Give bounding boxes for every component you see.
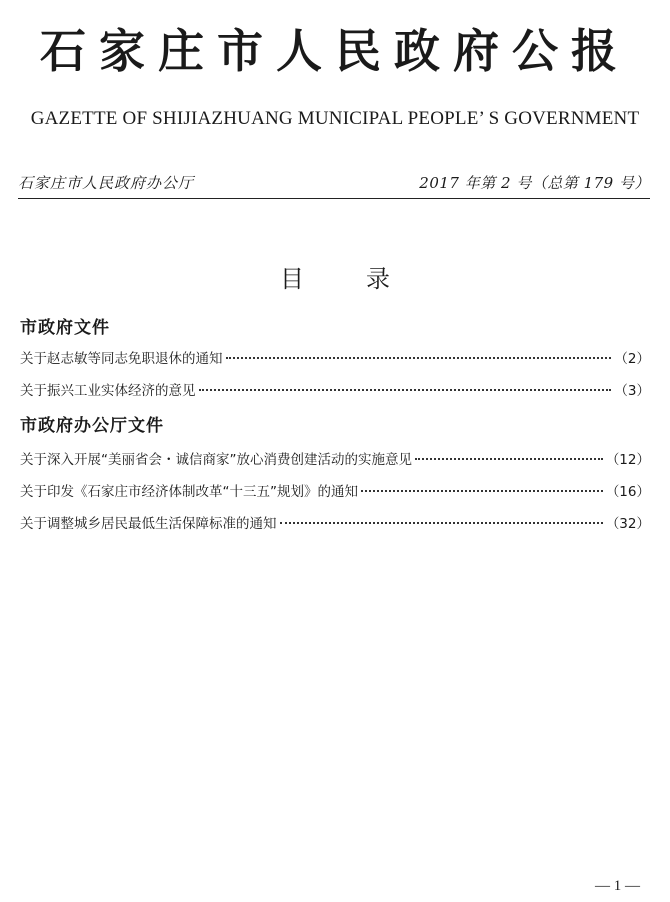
toc-entry[interactable] [20,513,650,535]
section-title: 市政府文件 [20,318,110,338]
dot-leader [415,458,603,460]
toc-entry-page: （12） [605,452,650,468]
toc-entry-title: 关于深入开展“美丽省会・诚信商家”放心消费创建活动的实施意见 [20,452,412,468]
toc-entry-page: （32） [605,516,650,532]
toc-entry-title: 关于印发《石家庄市经济体制改革“十三五”规划》的通知 [20,484,358,500]
toc-entry-page: （2） [614,351,650,367]
toc-heading [0,263,670,295]
dot-leader [280,522,603,524]
toc-entry-title: 关于赵志敏等同志免职退休的通知 [20,351,223,367]
toc-heading-char: 目 [280,265,304,293]
masthead-title: 石家庄市人民政府公报 [40,24,630,78]
dot-leader [226,357,612,359]
toc-entry[interactable] [20,380,650,402]
section-title: 市政府办公厅文件 [20,416,164,436]
toc-entry[interactable] [20,348,650,370]
page-number: — 1 — [595,878,640,894]
masthead-english-title: GAZETTE OF SHIJIAZHUANG MUNICIPAL PEOPLE’ S GOVERNMENT [30,108,640,129]
toc-entry-page: （3） [614,383,650,399]
toc-entry[interactable] [20,481,650,503]
toc-entry-title: 关于调整城乡居民最低生活保障标准的通知 [20,516,277,532]
toc-entry-title: 关于振兴工业实体经济的意见 [20,383,196,399]
header-divider [18,198,650,199]
toc-entry-page: （16） [605,484,650,500]
dot-leader [199,389,612,391]
toc-entry[interactable] [20,449,650,471]
dot-leader [361,490,603,492]
issue-number: 2017 年第 2 号（总第 179 号） [419,174,650,192]
toc-heading-char: 录 [366,265,390,293]
publisher-name: 石家庄市人民政府办公厅 [18,174,195,192]
issue-info-row [18,171,650,195]
